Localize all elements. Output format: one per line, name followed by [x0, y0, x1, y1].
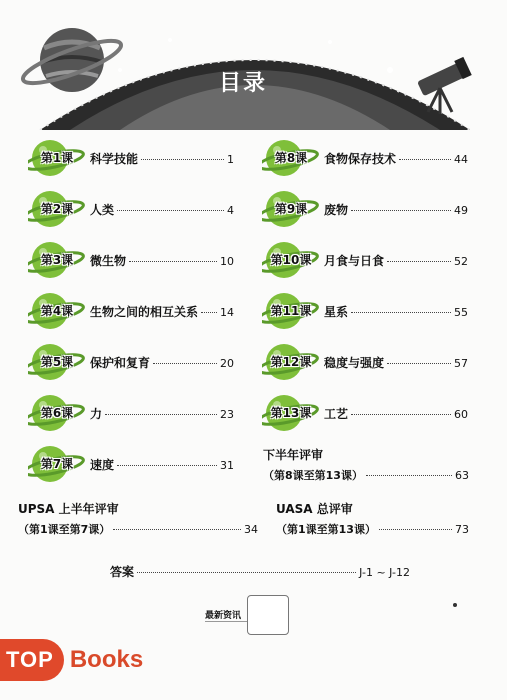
- dot-leader: [129, 261, 217, 262]
- lesson-number: 第7课: [40, 457, 74, 471]
- second-half-range: （第8课至第13课）: [263, 469, 363, 482]
- lesson-page: 55: [454, 306, 468, 319]
- latest-news-label: 最新资讯: [205, 608, 247, 622]
- lesson-page: 60: [454, 408, 468, 421]
- lesson-number: 第3课: [40, 253, 74, 267]
- lesson-entry: [28, 393, 234, 433]
- lesson-entry: [28, 138, 234, 178]
- answers-label: 答案: [110, 565, 135, 579]
- lesson-badge: [28, 393, 86, 433]
- lesson-page: 4: [227, 204, 234, 217]
- dot-leader: [379, 529, 452, 530]
- upsa-assessment-entry: [18, 500, 258, 537]
- second-half-assessment-entry: [263, 446, 469, 483]
- lesson-name: 力: [90, 407, 103, 421]
- lesson-name: 稳度与强度: [324, 356, 385, 370]
- answers-entry: [110, 563, 410, 580]
- upsa-title: UPSA 上半年评审: [18, 502, 119, 516]
- lesson-entry: [28, 342, 234, 382]
- dot-leader: [105, 414, 217, 415]
- lesson-badge: [262, 291, 320, 331]
- lesson-number: 第2课: [40, 202, 74, 216]
- dot-leader: [387, 363, 451, 364]
- topbooks-logo: [0, 632, 190, 688]
- dot-leader: [351, 210, 451, 211]
- dot-leader: [141, 159, 224, 160]
- dot-leader: [201, 312, 217, 313]
- dot-leader: [387, 261, 451, 262]
- lesson-number: 第10课: [270, 253, 312, 267]
- dot-leader: [351, 414, 451, 415]
- dot-leader: [117, 210, 224, 211]
- lesson-name: 生物之间的相互关系: [90, 305, 199, 319]
- uasa-page: 73: [455, 523, 469, 536]
- qr-placeholder: [247, 595, 289, 635]
- dot-leader: [113, 529, 241, 530]
- lesson-number: 第13课: [270, 406, 312, 420]
- second-half-page: 63: [455, 469, 469, 482]
- lesson-badge: [262, 138, 320, 178]
- lesson-page: 14: [220, 306, 234, 319]
- lesson-badge: [28, 189, 86, 229]
- lesson-badge: [28, 342, 86, 382]
- lesson-name: 月食与日食: [324, 254, 385, 268]
- dot-leader: [351, 312, 451, 313]
- lesson-name: 星系: [324, 305, 349, 319]
- lesson-number: 第9课: [274, 202, 308, 216]
- dot-leader: [153, 363, 217, 364]
- lesson-page: 23: [220, 408, 234, 421]
- lesson-page: 44: [454, 153, 468, 166]
- lesson-page: 20: [220, 357, 234, 370]
- uasa-range: （第1课至第13课）: [276, 523, 376, 536]
- lesson-name: 食物保存技术: [324, 152, 397, 166]
- lesson-badge: [28, 444, 86, 484]
- dot-leader: [137, 572, 356, 573]
- lesson-badge: [262, 342, 320, 382]
- answers-pages: J-1 ~ J-12: [359, 566, 410, 579]
- lesson-badge: [262, 189, 320, 229]
- lesson-entry: [28, 240, 234, 280]
- lesson-badge: [262, 393, 320, 433]
- lesson-name: 科学技能: [90, 152, 139, 166]
- lesson-page: 31: [220, 459, 234, 472]
- lesson-page: 49: [454, 204, 468, 217]
- lesson-number: 第5课: [40, 355, 74, 369]
- lesson-entry: [262, 393, 468, 433]
- dot-mark: [453, 603, 457, 607]
- lesson-page: 1: [227, 153, 234, 166]
- lesson-page: 57: [454, 357, 468, 370]
- lesson-badge: [28, 240, 86, 280]
- lesson-name: 废物: [324, 203, 349, 217]
- upsa-range: （第1课至第7课）: [18, 523, 111, 536]
- lesson-number: 第6课: [40, 406, 74, 420]
- lesson-page: 10: [220, 255, 234, 268]
- page-title: 目录: [219, 71, 268, 96]
- lesson-badge: [262, 240, 320, 280]
- upsa-page: 34: [244, 523, 258, 536]
- logo-books-text: Books: [69, 646, 144, 673]
- dot-leader: [399, 159, 451, 160]
- lesson-number: 第1课: [40, 151, 74, 165]
- uasa-assessment-entry: [276, 500, 469, 537]
- dot-leader: [117, 465, 217, 466]
- lesson-entry: [262, 240, 468, 280]
- lesson-badge: [28, 138, 86, 178]
- lesson-entry: [28, 189, 234, 229]
- latest-news-box: [205, 595, 289, 635]
- lesson-page: 52: [454, 255, 468, 268]
- lesson-name: 微生物: [90, 254, 127, 268]
- lesson-name: 保护和复育: [90, 356, 151, 370]
- lesson-number: 第8课: [274, 151, 308, 165]
- lesson-entry: [28, 444, 234, 484]
- lesson-number: 第12课: [270, 355, 312, 369]
- lesson-entry: [262, 189, 468, 229]
- lesson-entry: [28, 291, 234, 331]
- logo-top-text: TOP: [0, 639, 64, 681]
- lesson-name: 工艺: [324, 407, 349, 421]
- lesson-number: 第11课: [270, 304, 312, 318]
- space-header-illustration: [0, 0, 507, 130]
- lesson-name: 速度: [90, 458, 115, 472]
- planet-icon: [19, 28, 125, 92]
- dot-leader: [366, 475, 452, 476]
- lesson-entry: [262, 291, 468, 331]
- second-half-title: 下半年评审: [263, 448, 324, 462]
- lesson-name: 人类: [90, 203, 115, 217]
- lesson-badge: [28, 291, 86, 331]
- uasa-title: UASA 总评审: [276, 502, 353, 516]
- lesson-entry: [262, 342, 468, 382]
- lesson-number: 第4课: [40, 304, 74, 318]
- lesson-entry: [262, 138, 468, 178]
